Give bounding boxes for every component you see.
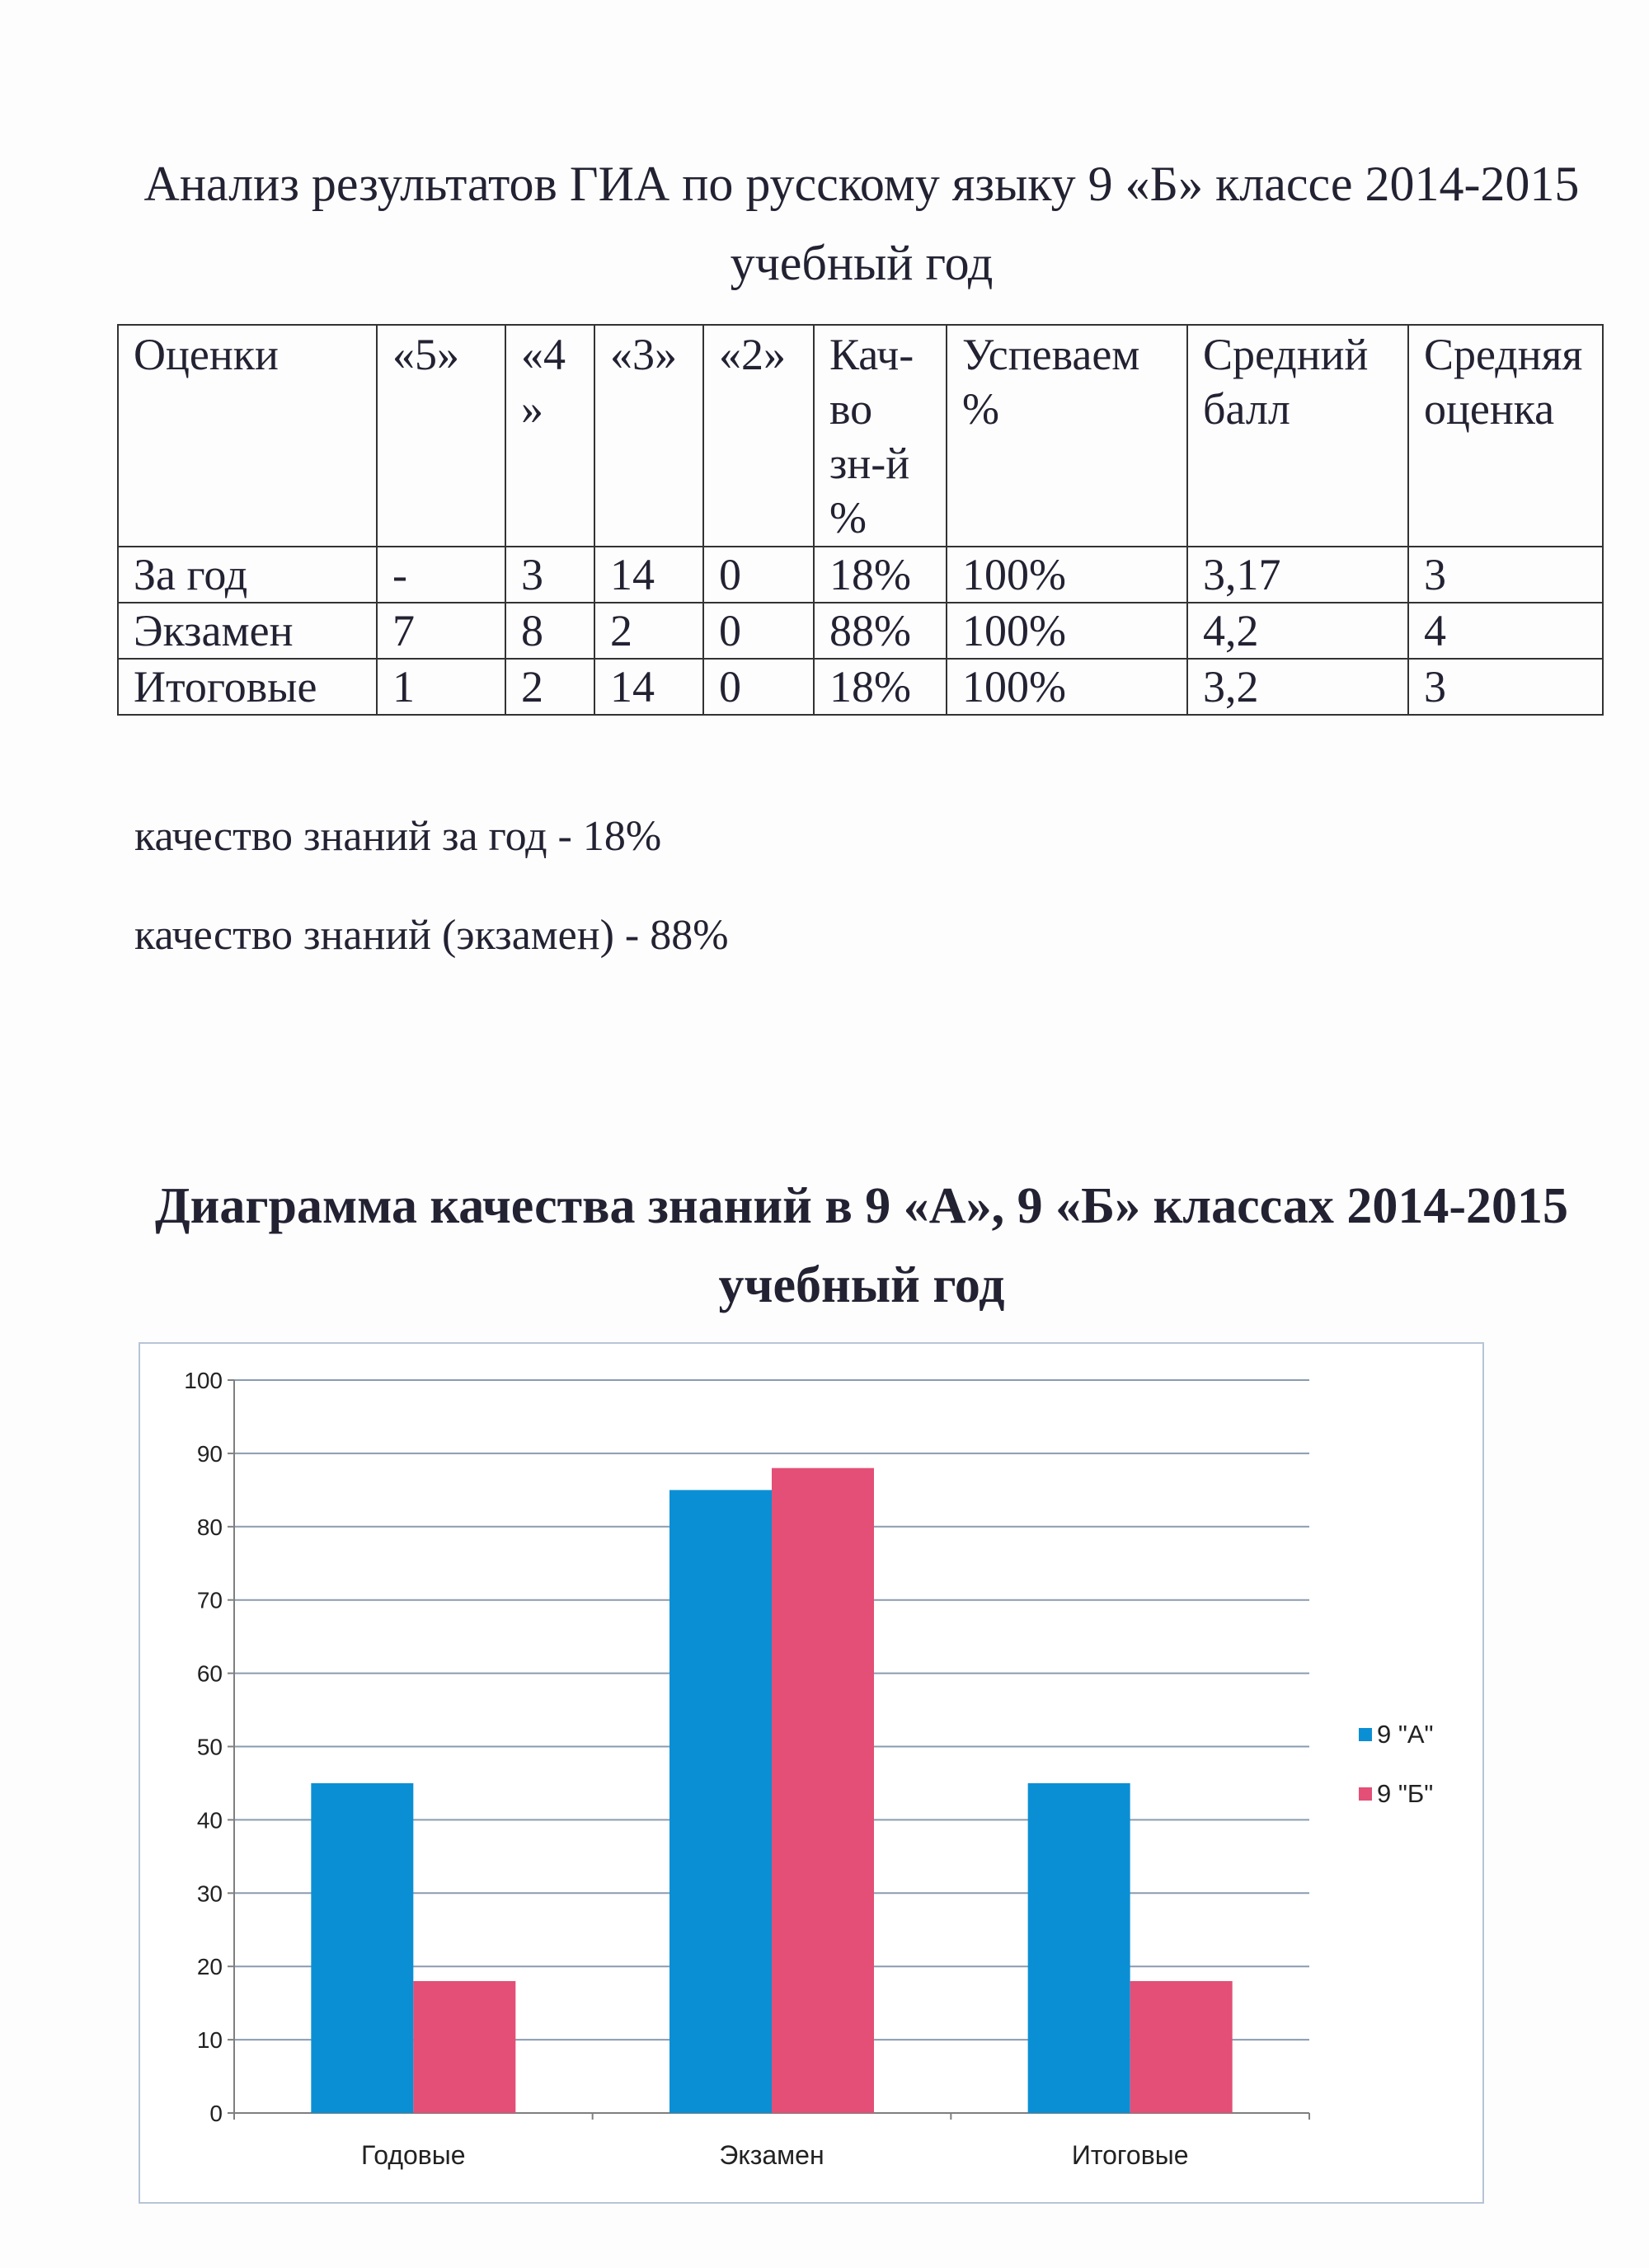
table-cell: 8 — [505, 603, 594, 659]
legend-swatch — [1359, 1787, 1372, 1801]
table-cell: 88% — [814, 603, 947, 659]
legend-item — [1359, 1778, 1434, 1810]
table-cell: 4 — [1408, 603, 1603, 659]
header-cell: Кач-во зн-й % — [814, 325, 947, 547]
table-header-row — [118, 325, 1603, 547]
header-cell: «2» — [703, 325, 814, 547]
header-cell: «5» — [377, 325, 505, 547]
chart-title: Диаграмма качества знаний в 9 «А», 9 «Б» классах 2014-2015 учебный год — [154, 1178, 1569, 1313]
x-category-label: Итоговые — [1071, 2140, 1189, 2170]
y-tick-label: 70 — [196, 1587, 223, 1613]
header-cell: Успеваем % — [947, 325, 1187, 547]
page-title: Анализ результатов ГИА по русскому языку 9 «Б» классе 2014-2015 учебный год — [143, 157, 1580, 290]
y-tick-label: 80 — [196, 1514, 223, 1540]
legend-swatch — [1359, 1728, 1372, 1741]
quality-year-note: качество знаний за год - 18% — [134, 813, 662, 860]
table-cell: - — [377, 547, 505, 603]
table-cell: 7 — [377, 603, 505, 659]
quality-exam-note: качество знаний (экзамен) - 88% — [134, 912, 729, 959]
chart-legend — [1359, 1719, 1434, 1838]
table-row — [118, 659, 1603, 715]
table-cell: 2 — [505, 659, 594, 715]
y-tick-label: 30 — [196, 1881, 223, 1907]
y-tick-label: 10 — [196, 2027, 223, 2054]
table-cell: За год — [118, 547, 377, 603]
table-cell: 1 — [377, 659, 505, 715]
table-cell: Итоговые — [118, 659, 377, 715]
table-cell: 14 — [594, 547, 703, 603]
header-cell: «3» — [594, 325, 703, 547]
bar-series-a-2 — [1028, 1783, 1130, 2113]
table-row — [118, 603, 1603, 659]
table-cell: 3,17 — [1187, 547, 1408, 603]
table-cell: 18% — [814, 659, 947, 715]
y-tick-label: 100 — [184, 1368, 223, 1393]
table-cell: 0 — [703, 547, 814, 603]
table-cell: 2 — [594, 603, 703, 659]
table-cell: 3 — [1408, 547, 1603, 603]
table-cell: 100% — [947, 547, 1187, 603]
table-cell: 3,2 — [1187, 659, 1408, 715]
table-cell: 100% — [947, 603, 1187, 659]
bar-series-a-0 — [311, 1783, 413, 2113]
bar-series-b-2 — [1130, 1981, 1233, 2113]
legend-label: 9 "Б" — [1377, 1779, 1434, 1808]
table-cell: Экзамен — [118, 603, 377, 659]
table-cell: 0 — [703, 603, 814, 659]
chart-frame — [139, 1342, 1484, 2204]
bar-series-a-1 — [669, 1490, 772, 2113]
table-cell: 4,2 — [1187, 603, 1408, 659]
y-tick-label: 40 — [196, 1807, 223, 1834]
x-category-label: Экзамен — [719, 2140, 824, 2170]
table-cell: 3 — [1408, 659, 1603, 715]
bar-series-b-0 — [413, 1981, 515, 2113]
legend-item — [1359, 1719, 1434, 1750]
legend-label: 9 "А" — [1377, 1720, 1434, 1749]
y-tick-label: 20 — [196, 1954, 223, 1980]
y-tick-label: 60 — [196, 1660, 223, 1687]
table-cell: 100% — [947, 659, 1187, 715]
grades-table — [117, 324, 1604, 716]
table-row — [118, 547, 1603, 603]
table-cell: 3 — [505, 547, 594, 603]
bar-chart — [140, 1344, 1482, 2202]
header-cell: Оценки — [118, 325, 377, 547]
header-cell: Средняя оценка — [1408, 325, 1603, 547]
table-cell: 0 — [703, 659, 814, 715]
y-tick-label: 90 — [196, 1440, 223, 1467]
header-cell: Средний балл — [1187, 325, 1408, 547]
bar-series-b-1 — [772, 1468, 874, 2113]
x-category-label: Годовые — [361, 2140, 466, 2170]
y-tick-label: 50 — [196, 1734, 223, 1760]
y-tick-label: 0 — [209, 2101, 223, 2126]
table-cell: 18% — [814, 547, 947, 603]
table-cell: 14 — [594, 659, 703, 715]
header-cell: «4 » — [505, 325, 594, 547]
